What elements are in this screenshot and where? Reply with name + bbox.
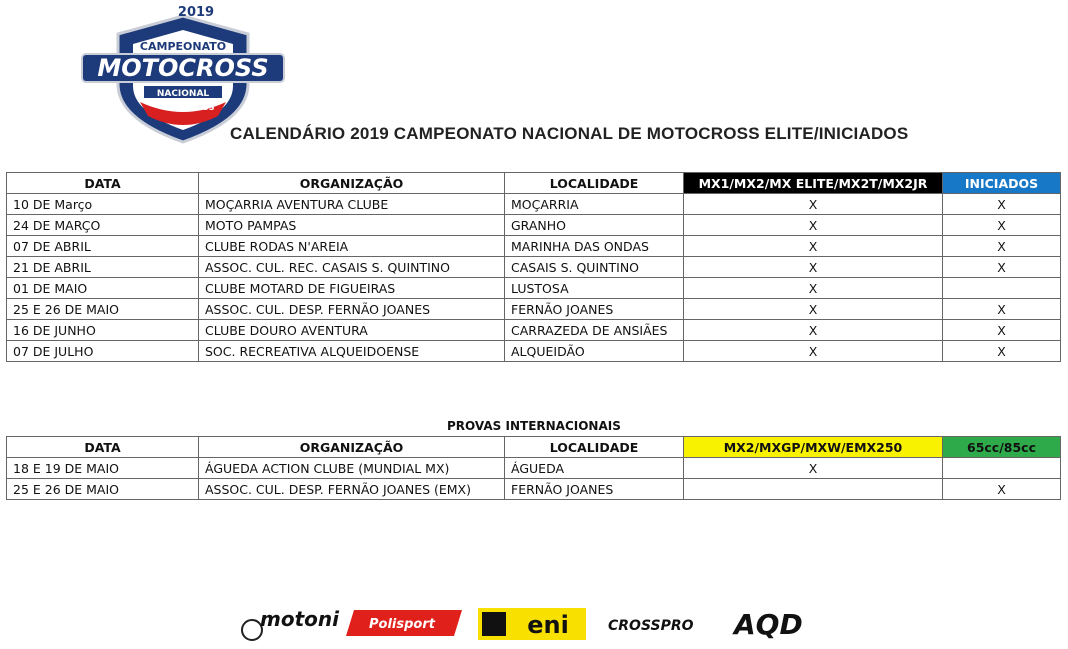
- logo-fed: FMP: [168, 21, 188, 30]
- cell-date: 24 DE MARÇO: [7, 215, 199, 236]
- header-data: DATA: [7, 437, 199, 458]
- cell-class-2: [943, 278, 1061, 299]
- international-header-row: [7, 437, 1061, 458]
- cell-class-2: X: [943, 341, 1061, 362]
- cell-class-2: X: [943, 320, 1061, 341]
- cell-class-1: X: [684, 341, 943, 362]
- cell-class-2: X: [943, 479, 1061, 500]
- cell-localidade: CASAIS S. QUINTINO: [505, 257, 684, 278]
- header-class-mxgp: MX2/MXGP/MXW/EMX250: [684, 437, 943, 458]
- cell-date: 07 DE ABRIL: [7, 236, 199, 257]
- table-row: [7, 194, 1061, 215]
- cell-class-1: X: [684, 299, 943, 320]
- international-title: PROVAS INTERNACIONAIS: [447, 419, 621, 433]
- cell-class-2: X: [943, 194, 1061, 215]
- cell-organizacao: SOC. RECREATIVA ALQUEIDOENSE: [199, 341, 505, 362]
- cell-organizacao: CLUBE RODAS N'AREIA: [199, 236, 505, 257]
- cell-class-1: X: [684, 458, 943, 479]
- cell-date: 18 E 19 DE MAIO: [7, 458, 199, 479]
- header-localidade: LOCALIDADE: [505, 173, 684, 194]
- header-localidade: LOCALIDADE: [505, 437, 684, 458]
- table-row: [7, 299, 1061, 320]
- cell-organizacao: CLUBE MOTARD DE FIGUEIRAS: [199, 278, 505, 299]
- cell-class-2: [943, 458, 1061, 479]
- cell-class-2: X: [943, 215, 1061, 236]
- table-row: [7, 341, 1061, 362]
- cell-class-1: X: [684, 278, 943, 299]
- cell-class-1: X: [684, 215, 943, 236]
- svg-text:Polisport: Polisport: [369, 617, 435, 632]
- cell-localidade: MARINHA DAS ONDAS: [505, 236, 684, 257]
- cell-organizacao: ASSOC. CUL. DESP. FERNÃO JOANES: [199, 299, 505, 320]
- cell-class-2: X: [943, 299, 1061, 320]
- cell-class-2: X: [943, 236, 1061, 257]
- logo-year: 2019: [177, 5, 215, 20]
- svg-text:eni: eni: [527, 611, 569, 639]
- logo-line1: CAMPEONATO: [139, 40, 227, 53]
- cell-localidade: ÁGUEDA: [505, 458, 684, 479]
- cell-localidade: CARRAZEDA DE ANSIÃES: [505, 320, 684, 341]
- page-title: CALENDÁRIO 2019 CAMPEONATO NACIONAL DE MOTOCROSS ELITE/INICIADOS: [230, 124, 909, 143]
- table-row: [7, 458, 1061, 479]
- cell-localidade: ALQUEIDÃO: [505, 341, 684, 362]
- cell-localidade: GRANHO: [505, 215, 684, 236]
- cell-class-1: X: [684, 320, 943, 341]
- cell-organizacao: ASSOC. CUL. REC. CASAIS S. QUINTINO: [199, 257, 505, 278]
- sponsor-logos: [230, 600, 840, 646]
- cell-date: 21 DE ABRIL: [7, 257, 199, 278]
- header-organizacao: ORGANIZAÇÃO: [199, 437, 505, 458]
- cell-date: 01 DE MAIO: [7, 278, 199, 299]
- cell-organizacao: CLUBE DOURO AVENTURA: [199, 320, 505, 341]
- national-header-row: [7, 173, 1061, 194]
- cell-localidade: MOÇARRIA: [505, 194, 684, 215]
- cell-organizacao: ASSOC. CUL. DESP. FERNÃO JOANES (EMX): [199, 479, 505, 500]
- table-row: [7, 257, 1061, 278]
- cell-localidade: FERNÃO JOANES: [505, 479, 684, 500]
- table-row: [7, 236, 1061, 257]
- logo-line3: NACIONAL: [156, 89, 210, 99]
- international-calendar-table: [6, 436, 1061, 500]
- cell-date: 10 DE Março: [7, 194, 199, 215]
- cell-class-1: [684, 479, 943, 500]
- cell-class-1: X: [684, 194, 943, 215]
- cell-date: 16 DE JUNHO: [7, 320, 199, 341]
- cell-class-2: X: [943, 257, 1061, 278]
- cell-localidade: LUSTOSA: [505, 278, 684, 299]
- svg-text:motoni: motoni: [260, 607, 339, 631]
- cell-class-1: X: [684, 257, 943, 278]
- sponsor-eni-logo: [478, 608, 586, 640]
- header-class-65-85: 65cc/85cc: [943, 437, 1061, 458]
- header-class-iniciados: INICIADOS: [943, 173, 1061, 194]
- campeonato-motocross-logo: [78, 4, 288, 144]
- table-row: [7, 320, 1061, 341]
- sponsor-motoni-logo: [242, 607, 340, 640]
- logo-badge: JOGOS: [185, 103, 215, 112]
- cell-organizacao: MOÇARRIA AVENTURA CLUBE: [199, 194, 505, 215]
- cell-date: 25 E 26 DE MAIO: [7, 479, 199, 500]
- sponsor-aqd-logo: [732, 608, 803, 641]
- svg-text:AQD: AQD: [734, 608, 803, 641]
- cell-class-1: X: [684, 236, 943, 257]
- svg-text:CROSSPRO: CROSSPRO: [608, 618, 694, 634]
- table-row: [7, 215, 1061, 236]
- cell-organizacao: MOTO PAMPAS: [199, 215, 505, 236]
- header-data: DATA: [7, 173, 199, 194]
- sponsor-polisport-logo: [346, 610, 462, 636]
- national-calendar-table: [6, 172, 1061, 362]
- table-row: [7, 278, 1061, 299]
- header-organizacao: ORGANIZAÇÃO: [199, 173, 505, 194]
- cell-date: 25 E 26 DE MAIO: [7, 299, 199, 320]
- cell-organizacao: ÁGUEDA ACTION CLUBE (MUNDIAL MX): [199, 458, 505, 479]
- cell-date: 07 DE JULHO: [7, 341, 199, 362]
- sponsor-crosspro-logo: [608, 618, 694, 634]
- table-row: [7, 479, 1061, 500]
- logo-line2: MOTOCROSS: [97, 54, 269, 82]
- cell-localidade: FERNÃO JOANES: [505, 299, 684, 320]
- header-class-elite: MX1/MX2/MX ELITE/MX2T/MX2JR: [684, 173, 943, 194]
